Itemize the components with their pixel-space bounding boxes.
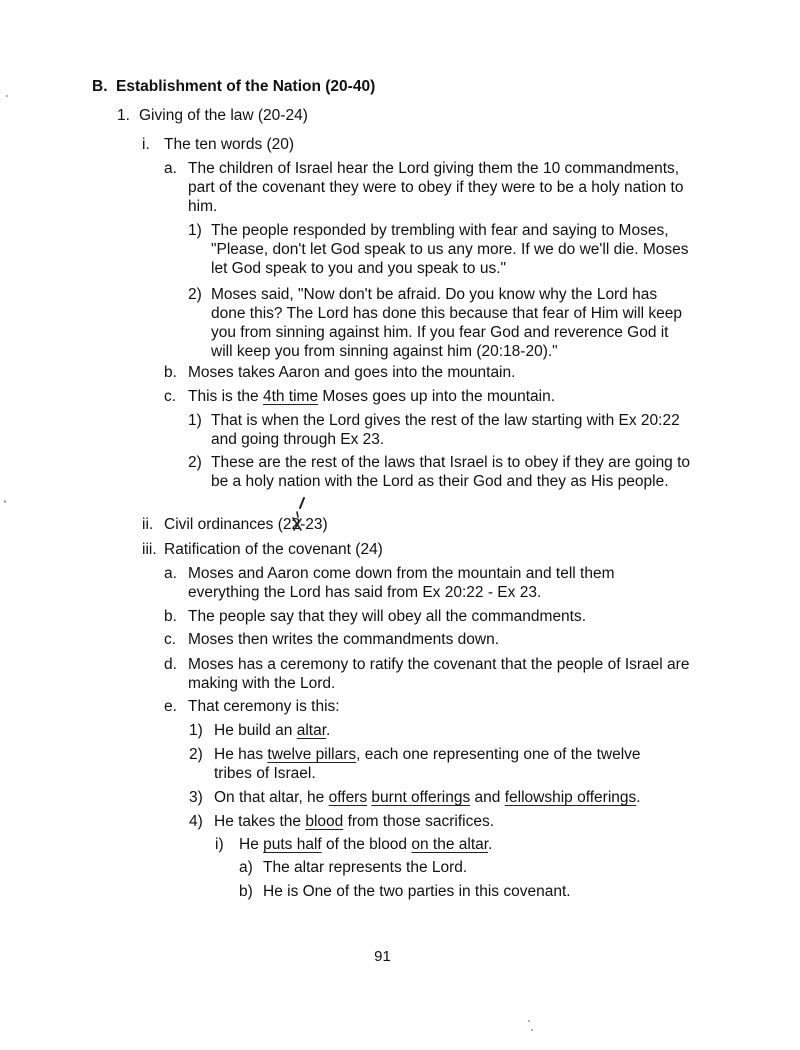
item-text: Moses has a ceremony to ratify the covenant that the people of Israel are making with the Lord. [188,656,690,692]
item-text: He is One of the two parties in this covenant. [263,883,571,900]
item-text: The people responded by trembling with fear and saying to Moses, "Please, don't let God speak to us any more. If we do we'll die. Moses let God speak to you and you speak to us." [211,222,689,277]
item-marker: iii. [142,541,157,558]
scan-speck [4,500,6,503]
item-text: Moses and Aaron come down from the mountain and tell them everything the Lord has said from Ex 20:22 - Ex 23. [188,565,615,601]
outline-item-1-i-c-2 [188,453,694,491]
item-marker: 2) [188,286,202,303]
item-text: Moses said, "Now don't be afraid. Do you know why the Lord has done this? The Lord has done this because that fear of Him will keep you from sinning against him. If you fear God and reverence God it will keep you from sinning against him (20:18-20)." [211,286,683,360]
text-run: and [470,789,505,806]
item-marker: 4) [189,813,203,830]
outline-item-e-2 [189,745,669,783]
item-marker: a) [239,859,253,876]
outline-item-1-i-c-1 [188,411,694,449]
item-text [164,515,722,534]
item-marker: 1) [188,412,202,429]
scan-speck [531,1029,533,1031]
item-marker: i. [142,136,150,153]
item-text: The ten words (20) [164,136,295,153]
item-marker: 2) [188,454,202,471]
item-text: Giving of the law (20-24) [139,107,308,124]
item-text [214,721,689,740]
text-run: . [326,722,331,739]
item-text [214,788,709,807]
item-marker: b. [164,364,177,381]
item-text: The children of Israel hear the Lord giving them the 10 commandments, part of the covenant they were to obey if they were to be a holy nation to him. [188,160,684,215]
text-run: -23) [300,516,328,533]
underlined-phrase: twelve pillars [267,746,357,763]
item-marker: c. [164,631,177,648]
underlined-phrase: blood [305,813,344,830]
outline-item-1 [117,106,717,125]
underlined-phrase: on the altar [411,836,489,853]
outline-item-1-iii-c [164,630,694,649]
outline-item-1-i-a-1 [188,221,694,278]
item-marker: ii. [142,516,154,533]
item-text [214,745,669,783]
outline-item-e-4-i-a [239,858,699,877]
item-marker: c. [164,388,177,405]
outline-item-1-iii-b [164,607,694,626]
item-text: Ratification of the covenant (24) [164,541,383,558]
text-run: He takes the [214,813,306,830]
item-text: The altar represents the Lord. [263,859,468,876]
outline-item-1-i-b [164,363,694,382]
item-text [214,812,689,831]
item-text: That is when the Lord gives the rest of the law starting with Ex 20:22 and going through Ex 23. [211,412,680,448]
item-marker: b) [239,883,253,900]
text-run: He [239,836,264,853]
page-number: 91 [374,948,391,965]
text-run: from those sacrifices. [343,813,495,830]
item-marker: 1. [117,107,130,124]
item-text: That ceremony is this: [188,698,340,715]
section-title: Establishment of the Nation (20-40) [116,78,376,95]
outline-item-1-ii [142,515,722,534]
item-marker: d. [164,656,177,673]
outline-item-1-i [142,135,722,154]
section-marker: B. [92,78,108,95]
outline-item-e-4-i-b [239,882,699,901]
underlined-phrase: puts half [263,836,322,853]
scan-speck [528,1020,530,1022]
underlined-phrase: offers [328,789,368,806]
underlined-phrase: fellowship offerings [504,789,637,806]
outline-item-e-4-i [215,835,695,854]
text-run: Civil ordinances (2 [164,516,292,533]
item-marker: 1) [189,722,203,739]
item-marker: 1) [188,222,202,239]
outline-item-1-iii-e [164,697,694,716]
scan-speck [6,95,8,97]
outline-item-e-3 [189,788,709,807]
underlined-phrase: 4th time [262,388,319,405]
item-marker: 2) [189,746,203,763]
text-run: 2 [291,516,301,533]
outline-item-e-1 [189,721,689,740]
item-text: These are the rest of the laws that Israel is to obey if they are going to be a holy nation with the Lord as their God and they as His people. [211,454,691,490]
item-marker: i) [215,836,224,853]
handwritten-tick-mark [297,496,307,510]
section-heading [92,77,732,96]
item-text [239,835,695,854]
outline-item-1-iii-a [164,564,670,602]
outline-item-1-iii-d [164,655,694,693]
item-marker: e. [164,698,177,715]
text-run: of the blood [321,836,412,853]
text-run: On that altar, he [214,789,329,806]
item-text: The people say that they will obey all the commandments. [188,608,587,625]
item-text [188,387,694,406]
outline-item-1-i-a-2 [188,285,694,361]
text-run: Moses goes up into the mountain. [318,388,556,405]
item-marker: 3) [189,789,203,806]
outline-item-1-i-c [164,387,694,406]
item-text: Moses then writes the commandments down. [188,631,499,648]
item-marker: a. [164,565,177,582]
item-text: Moses takes Aaron and goes into the mountain. [188,364,516,381]
outline-item-1-iii [142,540,722,559]
text-run: . [488,836,493,853]
underlined-phrase: altar [296,722,327,739]
underlined-phrase: burnt offerings [371,789,471,806]
text-run: , each one representing one of the twelve tribes of Israel. [214,746,641,782]
text-run: He build an [214,722,297,739]
annotated-digit [292,515,301,534]
handwritten-correction-mark [290,510,304,536]
text-run: He has [214,746,268,763]
text-run: . [636,789,641,806]
outline-item-e-4 [189,812,689,831]
item-marker: a. [164,160,177,177]
item-marker: b. [164,608,177,625]
outline-item-1-i-a [164,159,694,216]
text-run: This is the [188,388,263,405]
